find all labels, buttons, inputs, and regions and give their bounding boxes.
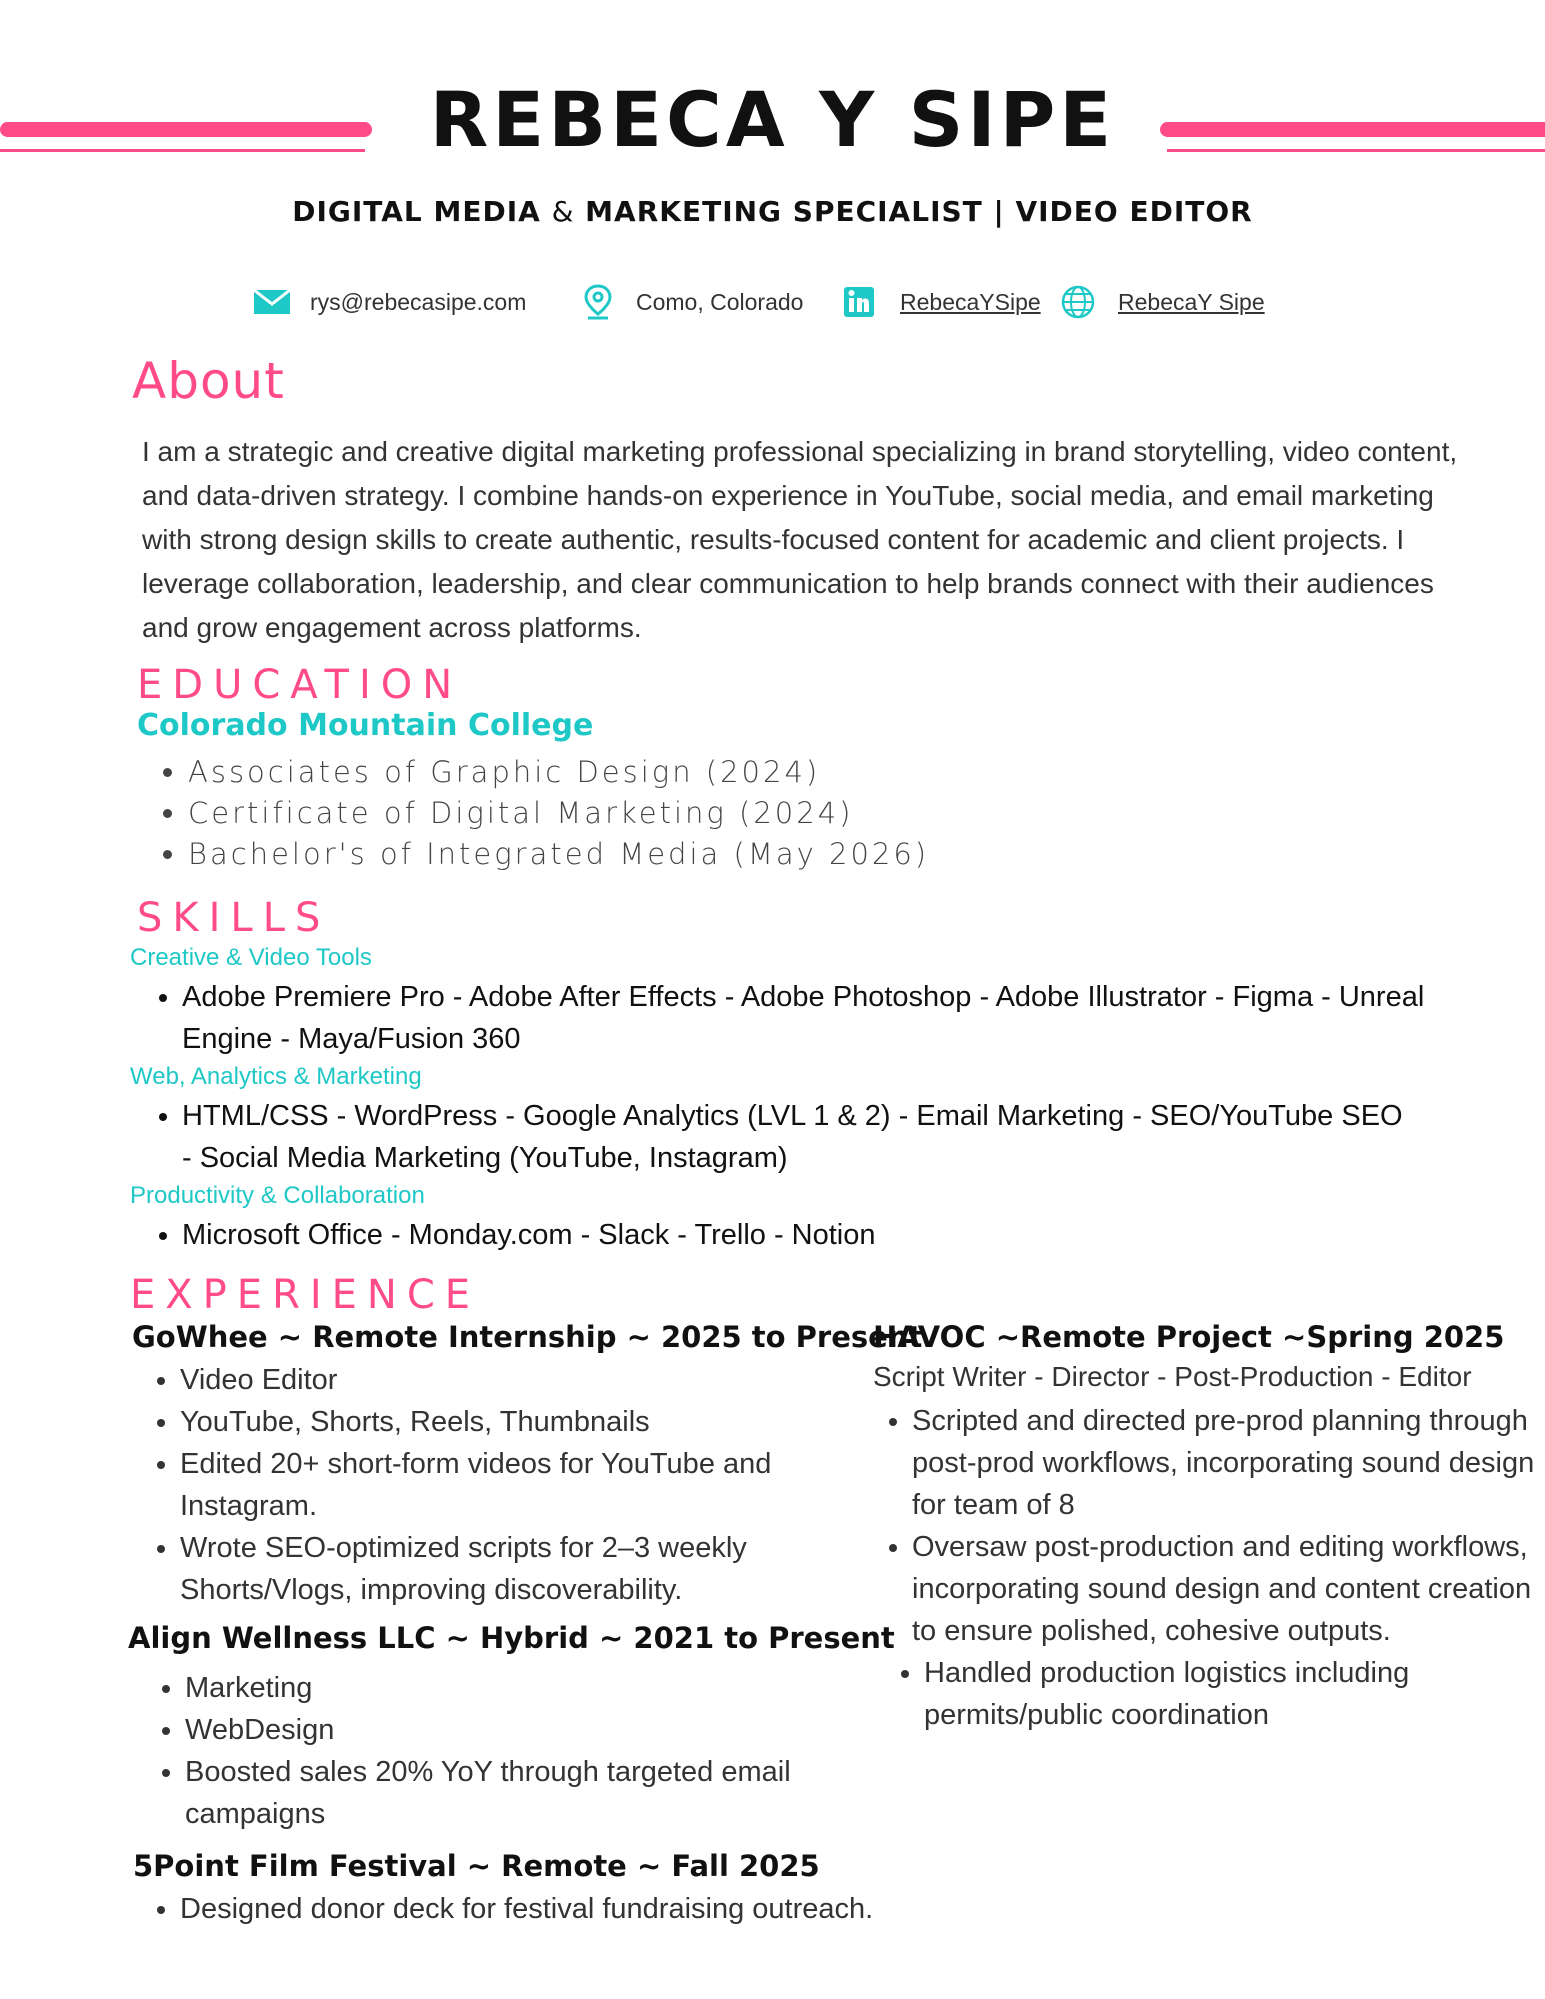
email-text[interactable]: rys@rebecasipe.com	[310, 288, 527, 315]
job-title-gowhee: GoWhee ~ Remote Internship ~ 2025 to Present	[132, 1320, 923, 1354]
job-title-havoc: HAVOC ~Remote Project ~Spring 2025	[873, 1320, 1505, 1354]
list-item: • Marketing	[185, 1667, 805, 1709]
skill-category: Web, Analytics & Marketing	[130, 1063, 422, 1090]
job-role-havoc: Script Writer - Director - Post-Production - Editor	[873, 1361, 1472, 1392]
list-item: • Oversaw post-production and editing workflows, incorporating sound design and content creation to ensure polished, cohesive outputs.	[912, 1526, 1545, 1652]
list-item: • Scripted and directed pre-prod planning through post-prod workflows, incorporating sound design for team of 8	[912, 1400, 1545, 1526]
subtitle-part1: DIGITAL MEDIA	[292, 195, 541, 228]
job-list-havoc	[880, 1400, 1545, 1736]
list-item: • Associates of Graphic Design (2024)	[188, 752, 929, 793]
list-item: • Adobe Premiere Pro - Adobe After Effects - Adobe Photoshop - Adobe Illustrator - Figma - Unreal Engine - Maya/Fusion 360	[182, 976, 1442, 1060]
list-item: • Certificate of Digital Marketing (2024)	[188, 793, 929, 834]
contact-location	[578, 282, 803, 322]
mail-icon	[252, 284, 292, 320]
subtitle-part2: MARKETING SPECIALIST | VIDEO EDITOR	[585, 195, 1253, 228]
job-list-align	[153, 1667, 805, 1835]
about-heading: About	[132, 352, 285, 410]
list-item: • WebDesign	[185, 1709, 805, 1751]
skill-category: Creative & Video Tools	[130, 944, 372, 971]
list-item: • Designed donor deck for festival fundraising outreach.	[180, 1888, 1080, 1930]
school-name: Colorado Mountain College	[137, 708, 594, 743]
contact-website	[1060, 282, 1265, 322]
job-list-gowhee	[148, 1359, 860, 1611]
job-title	[0, 195, 1545, 228]
list-item: • Microsoft Office - Monday.com - Slack - Trello - Notion	[182, 1214, 1412, 1256]
list-item: • Wrote SEO-optimized scripts for 2–3 weekly Shorts/Vlogs, improving discoverability.	[180, 1527, 860, 1611]
skills-heading: SKILLS	[137, 895, 331, 941]
skill-list	[150, 1095, 1412, 1179]
list-item: • HTML/CSS - WordPress - Google Analytics (LVL 1 & 2) - Email Marketing - SEO/YouTube SEO - Social Media Marketing (YouTube, Instagram)	[182, 1095, 1412, 1179]
about-text: I am a strategic and creative digital marketing professional specializing in brand storytelling, video content, and data-driven strategy. I combine hands-on experience in YouTube, social media, and email marketing with strong design skills to create authentic, results-focused content for academic and client projects. I leverage collaboration, leadership, and clear communication to help brands connect with their audiences and grow engagement across platforms.	[142, 436, 1458, 643]
skill-category: Productivity & Collaboration	[130, 1182, 425, 1209]
list-item: • Boosted sales 20% YoY through targeted email campaigns	[185, 1751, 805, 1835]
contact-linkedin	[842, 282, 1041, 322]
list-item: • Video Editor	[180, 1359, 860, 1401]
job-title-align: Align Wellness LLC ~ Hybrid ~ 2021 to Present	[128, 1621, 895, 1655]
job-list-5point	[148, 1888, 1080, 1930]
skill-list	[150, 976, 1442, 1060]
list-item: • Handled production logistics including permits/public coordination	[924, 1652, 1545, 1736]
contact-email	[252, 282, 526, 322]
subtitle-amp: &	[551, 195, 575, 228]
skill-list	[150, 1214, 1412, 1256]
education-list	[150, 752, 929, 875]
website-link[interactable]: RebecaY Sipe	[1118, 288, 1265, 315]
list-item: • Edited 20+ short-form videos for YouTube and Instagram.	[180, 1443, 860, 1527]
location-pin-icon	[578, 284, 618, 320]
job-title-5point: 5Point Film Festival ~ Remote ~ Fall 2025	[133, 1849, 820, 1883]
list-item: • YouTube, Shorts, Reels, Thumbnails	[180, 1401, 860, 1443]
experience-heading: EXPERIENCE	[130, 1272, 481, 1318]
list-item: • Bachelor's of Integrated Media (May 2026)	[188, 834, 929, 875]
globe-icon	[1060, 284, 1100, 320]
location-text: Como, Colorado	[636, 288, 804, 315]
linkedin-link[interactable]: RebecaYSipe	[900, 288, 1041, 315]
resume-name: REBECA Y SIPE	[429, 75, 1116, 164]
linkedin-icon	[842, 284, 882, 320]
education-heading: EDUCATION	[137, 662, 463, 708]
